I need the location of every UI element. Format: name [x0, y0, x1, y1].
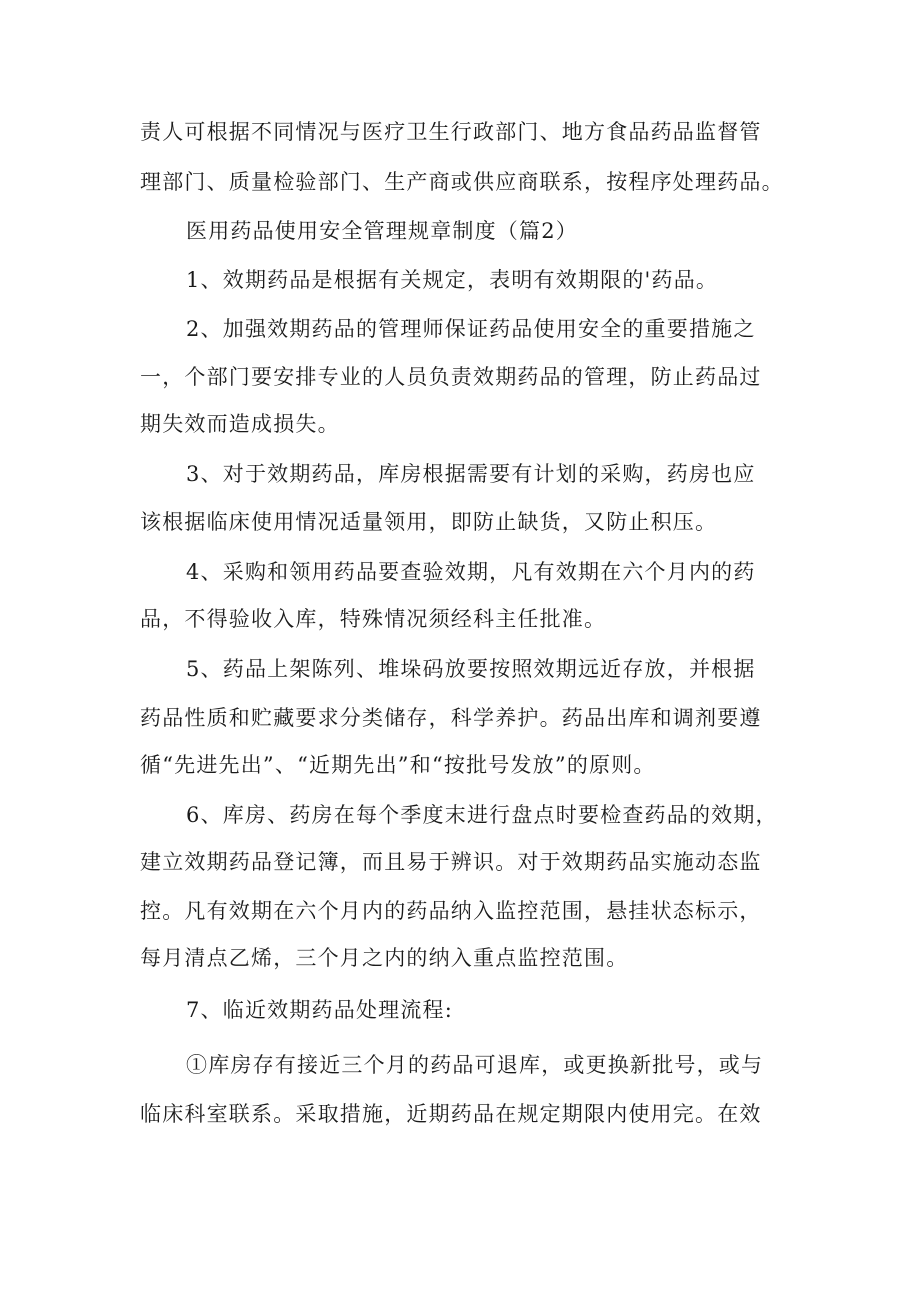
text-line: 该根据临床使用情况适量领用，即防止缺货，又防止积压。: [140, 510, 718, 534]
text-line: 每月清点乙烯，三个月之内的纳入重点监控范围。: [140, 946, 629, 970]
paragraph-5: 5、药品上架陈列、堆垛码放要按照效期远近存放，并根据: [186, 657, 756, 681]
text-line: 期失效而造成损失。: [140, 412, 340, 436]
paragraph-4: 4、采购和领用药品要查验效期，凡有效期在六个月内的药: [186, 560, 756, 584]
paragraph-6: 6、库房、药房在每个季度末进行盘点时要检查药品的效期，: [186, 803, 778, 827]
text-line: 理部门、质量检验部门、生产商或供应商联系，按程序处理药品。: [140, 170, 784, 194]
text-line: 药品性质和贮藏要求分类储存，科学养护。药品出库和调剂要遵: [140, 706, 762, 730]
text-line: 临床科室联系。采取措施，近期药品在规定期限内使用完。在效: [140, 1102, 762, 1126]
paragraph-3: 3、对于效期药品，库房根据需要有计划的采购，药房也应: [186, 462, 756, 486]
text-line: 循“先进先出”、“近期先出”和“按批号发放”的原则。: [140, 753, 656, 777]
text-line: 责人可根据不同情况与医疗卫生行政部门、地方食品药品监督管: [140, 120, 762, 144]
text-line: 品，不得验收入库，特殊情况须经科主任批准。: [140, 607, 607, 631]
section-heading: 医用药品使用安全管理规章制度（篇2）: [186, 219, 578, 243]
paragraph-1: 1、效期药品是根据有关规定，表明有效期限的'药品。: [186, 268, 719, 292]
paragraph-2: 2、加强效期药品的管理师保证药品使用安全的重要措施之: [186, 317, 756, 341]
text-line: 建立效期药品登记簿，而且易于辨识。对于效期药品实施动态监: [140, 850, 762, 874]
text-line: 一，个部门要安排专业的人员负责效期药品的管理，防止药品过: [140, 365, 762, 389]
paragraph-7: 7、临近效期药品处理流程:: [186, 998, 454, 1022]
text-line: 控。凡有效期在六个月内的药品纳入监控范围，悬挂状态标示，: [140, 899, 762, 923]
list-item-1: ①库房存有接近三个月的药品可退库，或更换新批号，或与: [186, 1053, 764, 1077]
